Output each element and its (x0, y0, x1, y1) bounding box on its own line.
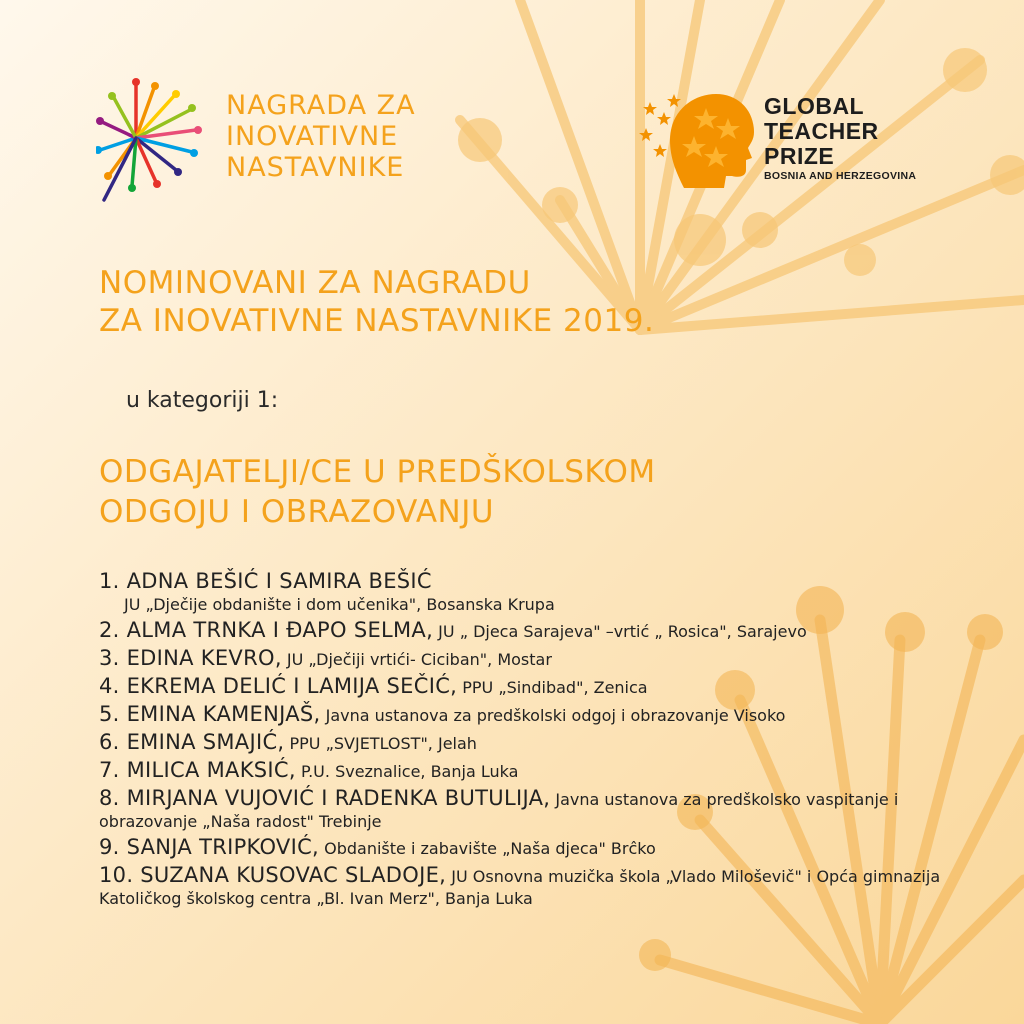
nominee-detail: JU „ Djeca Sarajeva" –vrtić „ Rosica", Sarajevo (438, 622, 807, 641)
list-item (99, 757, 979, 783)
gtp-subline: BOSNIA AND HERZEGOVINA (764, 170, 917, 182)
list-item (99, 645, 979, 671)
star-head-icon (636, 88, 756, 198)
nominee-detail: JU „Dječiji vrtići- Ciciban", Mostar (286, 650, 552, 669)
nagrada-logo-line-3: NASTAVNIKE (226, 152, 405, 183)
list-item (99, 673, 979, 699)
list-item (99, 617, 979, 643)
nominee-name: 5. EMINA KAMENJAŠ, (99, 702, 321, 726)
nominee-name: 1. ADNA BEŠIĆ I SAMIRA BEŠIĆ (99, 569, 432, 593)
category-label: u kategoriji 1: (126, 388, 279, 413)
nominee-detail: JU „Dječije obdanište i dom učenika", Bosanska Krupa (124, 595, 555, 614)
nominee-name: 3. EDINA KEVRO, (99, 646, 282, 670)
page-title-line-1: NOMINOVANI ZA NAGRADU (99, 265, 531, 301)
nominee-name: 6. EMINA SMAJIĆ, (99, 730, 285, 754)
nagrada-logo (96, 70, 436, 210)
global-teacher-prize-logo (636, 88, 966, 198)
category-title-line-2: ODGOJU I OBRAZOVANJU (99, 494, 495, 530)
list-item (99, 862, 979, 909)
dandelion-burst-icon (96, 70, 216, 210)
list-item (99, 568, 979, 615)
nagrada-logo-line-2: INOVATIVNE (226, 121, 399, 152)
nagrada-logo-line-1: NAGRADA ZA (226, 90, 416, 121)
gtp-line-prize: PRIZE (764, 143, 835, 169)
nominee-list (99, 568, 979, 911)
list-item (99, 729, 979, 755)
list-item (99, 834, 979, 860)
nominee-detail: PPU „SVJETLOST", Jelah (289, 734, 477, 753)
nominee-name: 9. SANJA TRIPKOVIĆ, (99, 835, 320, 859)
nominee-detail: Javna ustanova za predškolski odgoj i obrazovanje Visoko (325, 706, 786, 725)
nominee-name: 7. MILICA MAKSIĆ, (99, 758, 296, 782)
nagrada-logo-text (226, 90, 416, 183)
nominee-name: 2. ALMA TRNKA I ĐAPO SELMA, (99, 618, 434, 642)
category-title-line-1: ODGAJATELJI/CE U PREDŠKOLSKOM (99, 454, 656, 490)
list-item (99, 701, 979, 727)
page-title-line-2: ZA INOVATIVNE NASTAVNIKE 2019. (99, 303, 655, 339)
global-teacher-prize-text (764, 94, 916, 183)
nominee-detail: JU Osnovna muzička škola „Vlado Miloševič" i Opća gimnazija Katoličkog školskog centra „Bl. Ivan Merz", Banja Luka (99, 867, 941, 908)
nominee-detail: Obdanište i zabavište „Naša djeca" Brĉko (324, 839, 656, 858)
gtp-line-global: GLOBAL (764, 93, 865, 119)
nominee-name: 4. EKREMA DELIĆ I LAMIJA SEČIĆ, (99, 674, 458, 698)
nominee-detail: P.U. Sveznalice, Banja Luka (300, 762, 519, 781)
list-item (99, 785, 979, 832)
category-title (99, 452, 656, 532)
page-title (99, 264, 654, 340)
nominee-detail: PPU „Sindibad", Zenica (462, 678, 648, 697)
nominee-name: 8. MIRJANA VUJOVIĆ I RADENKA BUTULIJA, (99, 786, 551, 810)
gtp-line-teacher: TEACHER (764, 118, 879, 144)
nominee-detail: Javna ustanova za predškolsko vaspitanje i obrazovanje „Naša radost" Trebinje (99, 790, 899, 831)
nominee-name: 10. SUZANA KUSOVAC SLADOJE, (99, 863, 447, 887)
